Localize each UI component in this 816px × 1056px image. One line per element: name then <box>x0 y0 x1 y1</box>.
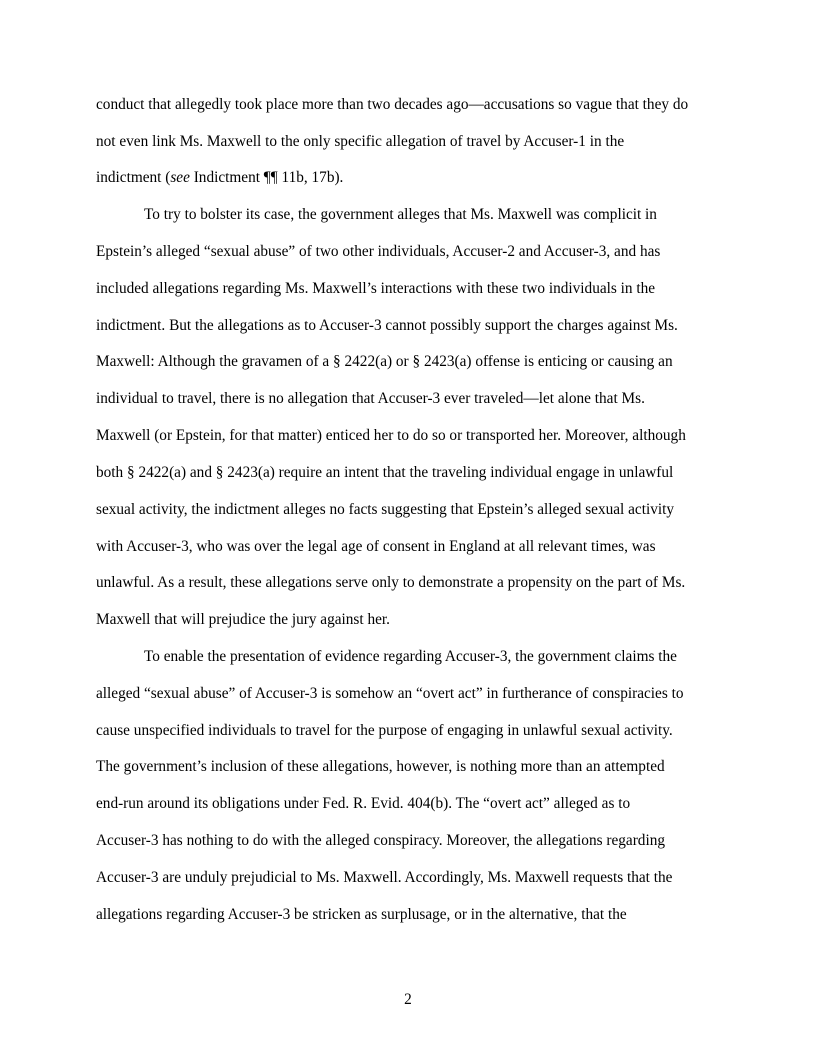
text-line-5: Epstein’s alleged “sexual abuse” of two other individuals, Accuser-2 and Accuser-3, and has <box>96 243 661 260</box>
paragraph-3-first-line: To enable the presentation of evidence regarding Accuser-3, the government claims the <box>144 648 677 665</box>
text-line-21: Accuser-3 has nothing to do with the alleged conspiracy. Moreover, the allegations regarding <box>96 832 665 849</box>
text-line-18: cause unspecified individuals to travel for the purpose of engaging in unlawful sexual activity. <box>96 722 673 739</box>
text-line-3-italic: see <box>170 169 190 186</box>
text-line-17: alleged “sexual abuse” of Accuser-3 is somehow an “overt act” in furtherance of conspiracies to <box>96 685 684 702</box>
text-line-9: individual to travel, there is no allegation that Accuser-3 ever traveled—let alone that Ms. <box>96 390 645 407</box>
text-line-13: with Accuser-3, who was over the legal age of consent in England at all relevant times, was <box>96 538 656 555</box>
text-line-3-end: Indictment ¶¶ 11b, 17b). <box>189 169 344 186</box>
text-line-23: allegations regarding Accuser-3 be stricken as surplusage, or in the alternative, that the <box>96 906 627 923</box>
text-line-2: not even link Ms. Maxwell to the only specific allegation of travel by Accuser-1 in the <box>96 133 625 150</box>
text-line-19: The government’s inclusion of these allegations, however, is nothing more than an attempted <box>96 758 665 775</box>
page-number: 2 <box>404 991 412 1008</box>
text-line-8: Maxwell: Although the gravamen of a § 2422(a) or § 2423(a) offense is enticing or causing an <box>96 353 673 370</box>
paragraph-2-first-line: To try to bolster its case, the government alleges that Ms. Maxwell was complicit in <box>144 206 657 223</box>
text-line-3-start: indictment ( <box>96 169 171 186</box>
text-line-20: end-run around its obligations under Fed. R. Evid. 404(b). The “overt act” alleged as to <box>96 795 631 812</box>
text-line-10: Maxwell (or Epstein, for that matter) enticed her to do so or transported her. Moreover, although <box>96 427 686 444</box>
text-line-12: sexual activity, the indictment alleges no facts suggesting that Epstein’s alleged sexual activity <box>96 501 675 518</box>
text-line-14: unlawful. As a result, these allegations serve only to demonstrate a propensity on the part of Ms. <box>96 574 686 591</box>
text-line-6: included allegations regarding Ms. Maxwell’s interactions with these two individuals in the <box>96 280 656 297</box>
text-line-7: indictment. But the allegations as to Accuser-3 cannot possibly support the charges against Ms. <box>96 317 678 334</box>
text-line-3 <box>96 169 343 187</box>
text-line-1: conduct that allegedly took place more than two decades ago—accusations so vague that they do <box>96 96 689 113</box>
text-line-11: both § 2422(a) and § 2423(a) require an intent that the traveling individual engage in unlawful <box>96 464 674 481</box>
text-line-15: Maxwell that will prejudice the jury against her. <box>96 611 390 628</box>
text-line-22: Accuser-3 are unduly prejudicial to Ms. Maxwell. Accordingly, Ms. Maxwell requests that the <box>96 869 673 886</box>
